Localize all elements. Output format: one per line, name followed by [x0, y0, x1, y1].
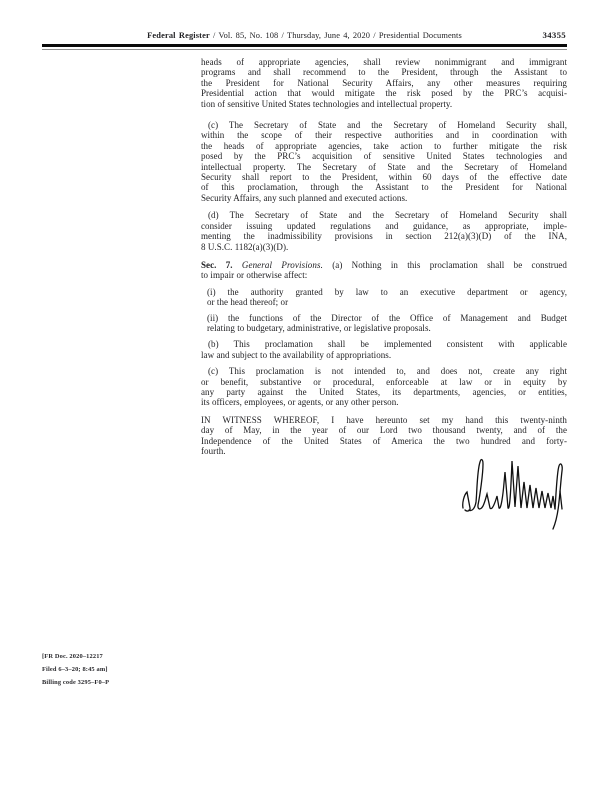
- page-number: 34355: [542, 30, 566, 40]
- paragraph-i: [201, 287, 567, 308]
- body-text-column: [201, 57, 567, 456]
- paragraph-b: [201, 339, 567, 360]
- section-title: General Provisions.: [241, 259, 323, 270]
- filing-notes: [42, 650, 109, 690]
- text-line: day of May, in the year of our Lord two thousand twenty, and of the: [201, 425, 567, 436]
- text-line: to impair or otherwise affect:: [201, 270, 308, 281]
- trump-signature-icon: [456, 455, 568, 535]
- billing-code: Billing code 3295–F0–P: [42, 679, 110, 687]
- fr-doc-number: [FR Doc. 2020–12217: [42, 653, 103, 660]
- paragraph-ii: [201, 313, 567, 334]
- text-line: (b) This proclamation shall be implemented consistent with applicable: [208, 339, 567, 350]
- text-line: menting the inadmissibility provisions in section 212(a)(3)(D) of the INA,: [201, 231, 567, 242]
- text-line: of this proclamation, through the Assistant to the President for National: [201, 182, 567, 193]
- text-line: tion of sensitive United States technologies and intellectual property.: [201, 98, 453, 109]
- text-line: (i) the authority granted by law to an executive department or agency,: [207, 286, 567, 297]
- text-line: posed by the PRC’s acquisition of sensitive United States technologies and: [201, 151, 567, 162]
- text-line: within the scope of their respective authorities and in coordination with: [201, 130, 567, 141]
- paragraph-c2: [201, 366, 567, 408]
- filed-date: Filed 6–3–20; 8:45 am]: [42, 666, 108, 674]
- text-line: (c) This proclamation is not intended to, and does not, create any right: [208, 366, 567, 377]
- text-line: Presidential action that would mitigate the risk posed by the PRC’s acquisi-: [201, 88, 567, 99]
- running-head: [42, 29, 567, 42]
- header-rule-thick: [42, 44, 567, 47]
- section-number: Sec. 7.: [201, 259, 233, 270]
- paragraph-c: [201, 120, 567, 203]
- paragraph-d: [201, 210, 567, 252]
- text-line: law and subject to the availability of appropriations.: [201, 349, 392, 360]
- text-line: fourth.: [201, 446, 226, 456]
- text-line: Independence of the United States of America the two hundred and forty-: [201, 435, 567, 446]
- text-line: [201, 260, 567, 270]
- page-header: [42, 29, 567, 42]
- text-line: any party against the United States, its departments, agencies, or entities,: [201, 386, 567, 397]
- text-line: (ii) the functions of the Director of the Office of Management and Budget: [207, 312, 567, 323]
- text-line: or benefit, substantive or procedural, enforceable at law or in equity by: [201, 376, 567, 387]
- text-line: 8 U.S.C. 1182(a)(3)(D).: [201, 241, 289, 252]
- text-line: (d) The Secretary of State and the Secretary of Homeland Security shall: [208, 210, 567, 221]
- text-line: programs and shall recommend to the President, through the Assistant to: [201, 67, 567, 78]
- text-line: the heads of appropriate agencies, take action to further mitigate the risk: [201, 140, 567, 151]
- text-line: Security Affairs, any such planned and executed actions.: [201, 192, 408, 203]
- text-line: IN WITNESS WHEREOF, I have hereunto set my hand this twenty-ninth: [201, 414, 567, 425]
- header-rule-thin: [42, 49, 567, 51]
- presidential-signature: [456, 455, 568, 535]
- text-line: (c) The Secretary of State and the Secretary of Homeland Security shall,: [208, 120, 567, 131]
- journal-name: Federal Register: [147, 31, 210, 40]
- text-line: or the head thereof; or: [207, 297, 289, 308]
- text-line: consider issuing updated regulations and guidance, as appropriate, imple-: [201, 220, 567, 231]
- paragraph-continuation: [201, 57, 567, 109]
- text-line: relating to budgetary, administrative, or legislative proposals.: [207, 322, 431, 333]
- text-line: intellectual property. The Secretary of State and the Secretary of Homeland: [201, 161, 567, 172]
- paragraph-sec7: [201, 260, 567, 281]
- text-line: its officers, employees, or agents, or any other person.: [201, 397, 399, 408]
- section-text: (a) Nothing in this proclamation shall be construed: [332, 259, 567, 270]
- text-line: Security shall report to the President, within 60 days of the effective date: [201, 172, 567, 183]
- text-line: heads of appropriate agencies, shall review nonimmigrant and immigrant: [201, 57, 567, 67]
- paragraph-witness: [201, 415, 567, 457]
- volume-citation: / Vol. 85, No. 108 / Thursday, June 4, 2020 / Presidential Documents: [213, 31, 462, 40]
- text-line: the President for National Security Affairs, any other measures requiring: [201, 77, 567, 88]
